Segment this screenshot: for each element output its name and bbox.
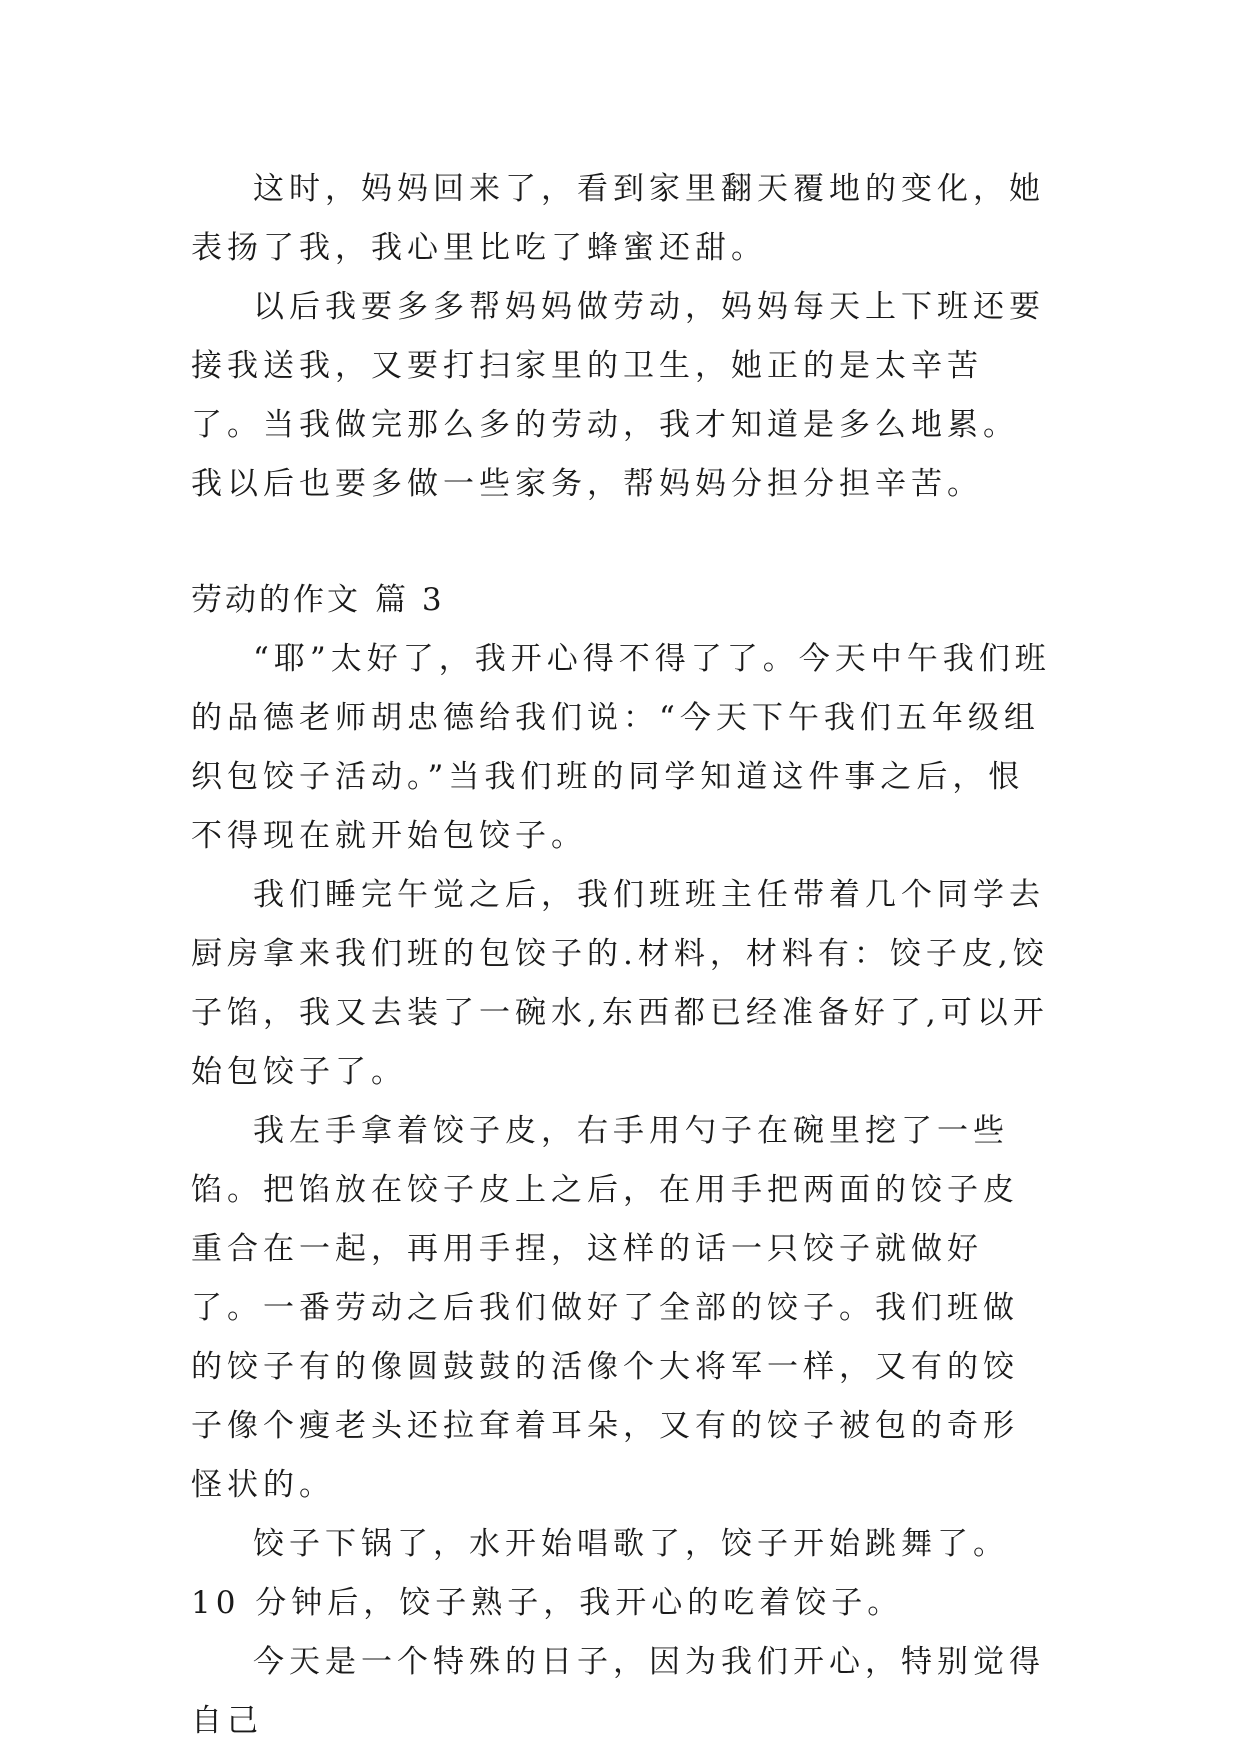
- paragraph: 我左手拿着饺子皮，右手用勺子在碗里挖了一些馅。把馅放在饺子皮上之后，在用手把两面的饺子皮重合在一起，再用手捏，这样的话一只饺子就做好了。一番劳动之后我们做好了全部的饺子。我们班做的饺子有的像圆鼓鼓的活像个大将军一样，又有的饺子像个瘦老头还拉耷着耳朵，又有的饺子被包的奇形怪状的。: [191, 1113, 1019, 1503]
- section-heading-title: 劳动的作文: [191, 582, 361, 618]
- section-heading: [191, 571, 1051, 630]
- paragraph: 以后我要多多帮妈妈做劳动，妈妈每天上下班还要接我送我，又要打扫家里的卫生，她正的是太辛苦了。当我做完那么多的劳动，我才知道是多么地累。我以后也要多做一些家务，帮妈妈分担分担辛苦。: [191, 289, 1045, 502]
- section-spacer: [191, 514, 1051, 571]
- paragraph: “耶”太好了，我开心得不得了了。今天中午我们班的品德老师胡忠德给我们说：“今天下午我们五年级组织包饺子活动。”当我们班的同学知道这件事之后，恨不得现在就开始包饺子。: [191, 641, 1051, 854]
- document-page: [191, 160, 1051, 1751]
- paragraph: 这时，妈妈回来了，看到家里翻天覆地的变化，她表扬了我，我心里比吃了蜂蜜还甜。: [191, 171, 1045, 266]
- paragraph: 饺子下锅了，水开始唱歌了，饺子开始跳舞了。10 分钟后，饺子熟子，我开心的吃着饺子。: [191, 1526, 1009, 1621]
- paragraph: 我们睡完午觉之后，我们班班主任带着几个同学去厨房拿来我们班的包饺子的.材料，材料有：饺子皮,饺子馅，我又去装了一碗水,东西都已经准备好了,可以开始包饺子了。: [191, 877, 1049, 1090]
- paragraph: 今天是一个特殊的日子，因为我们开心，特别觉得自己: [191, 1644, 1045, 1739]
- section-heading-number: 篇 3: [375, 582, 445, 618]
